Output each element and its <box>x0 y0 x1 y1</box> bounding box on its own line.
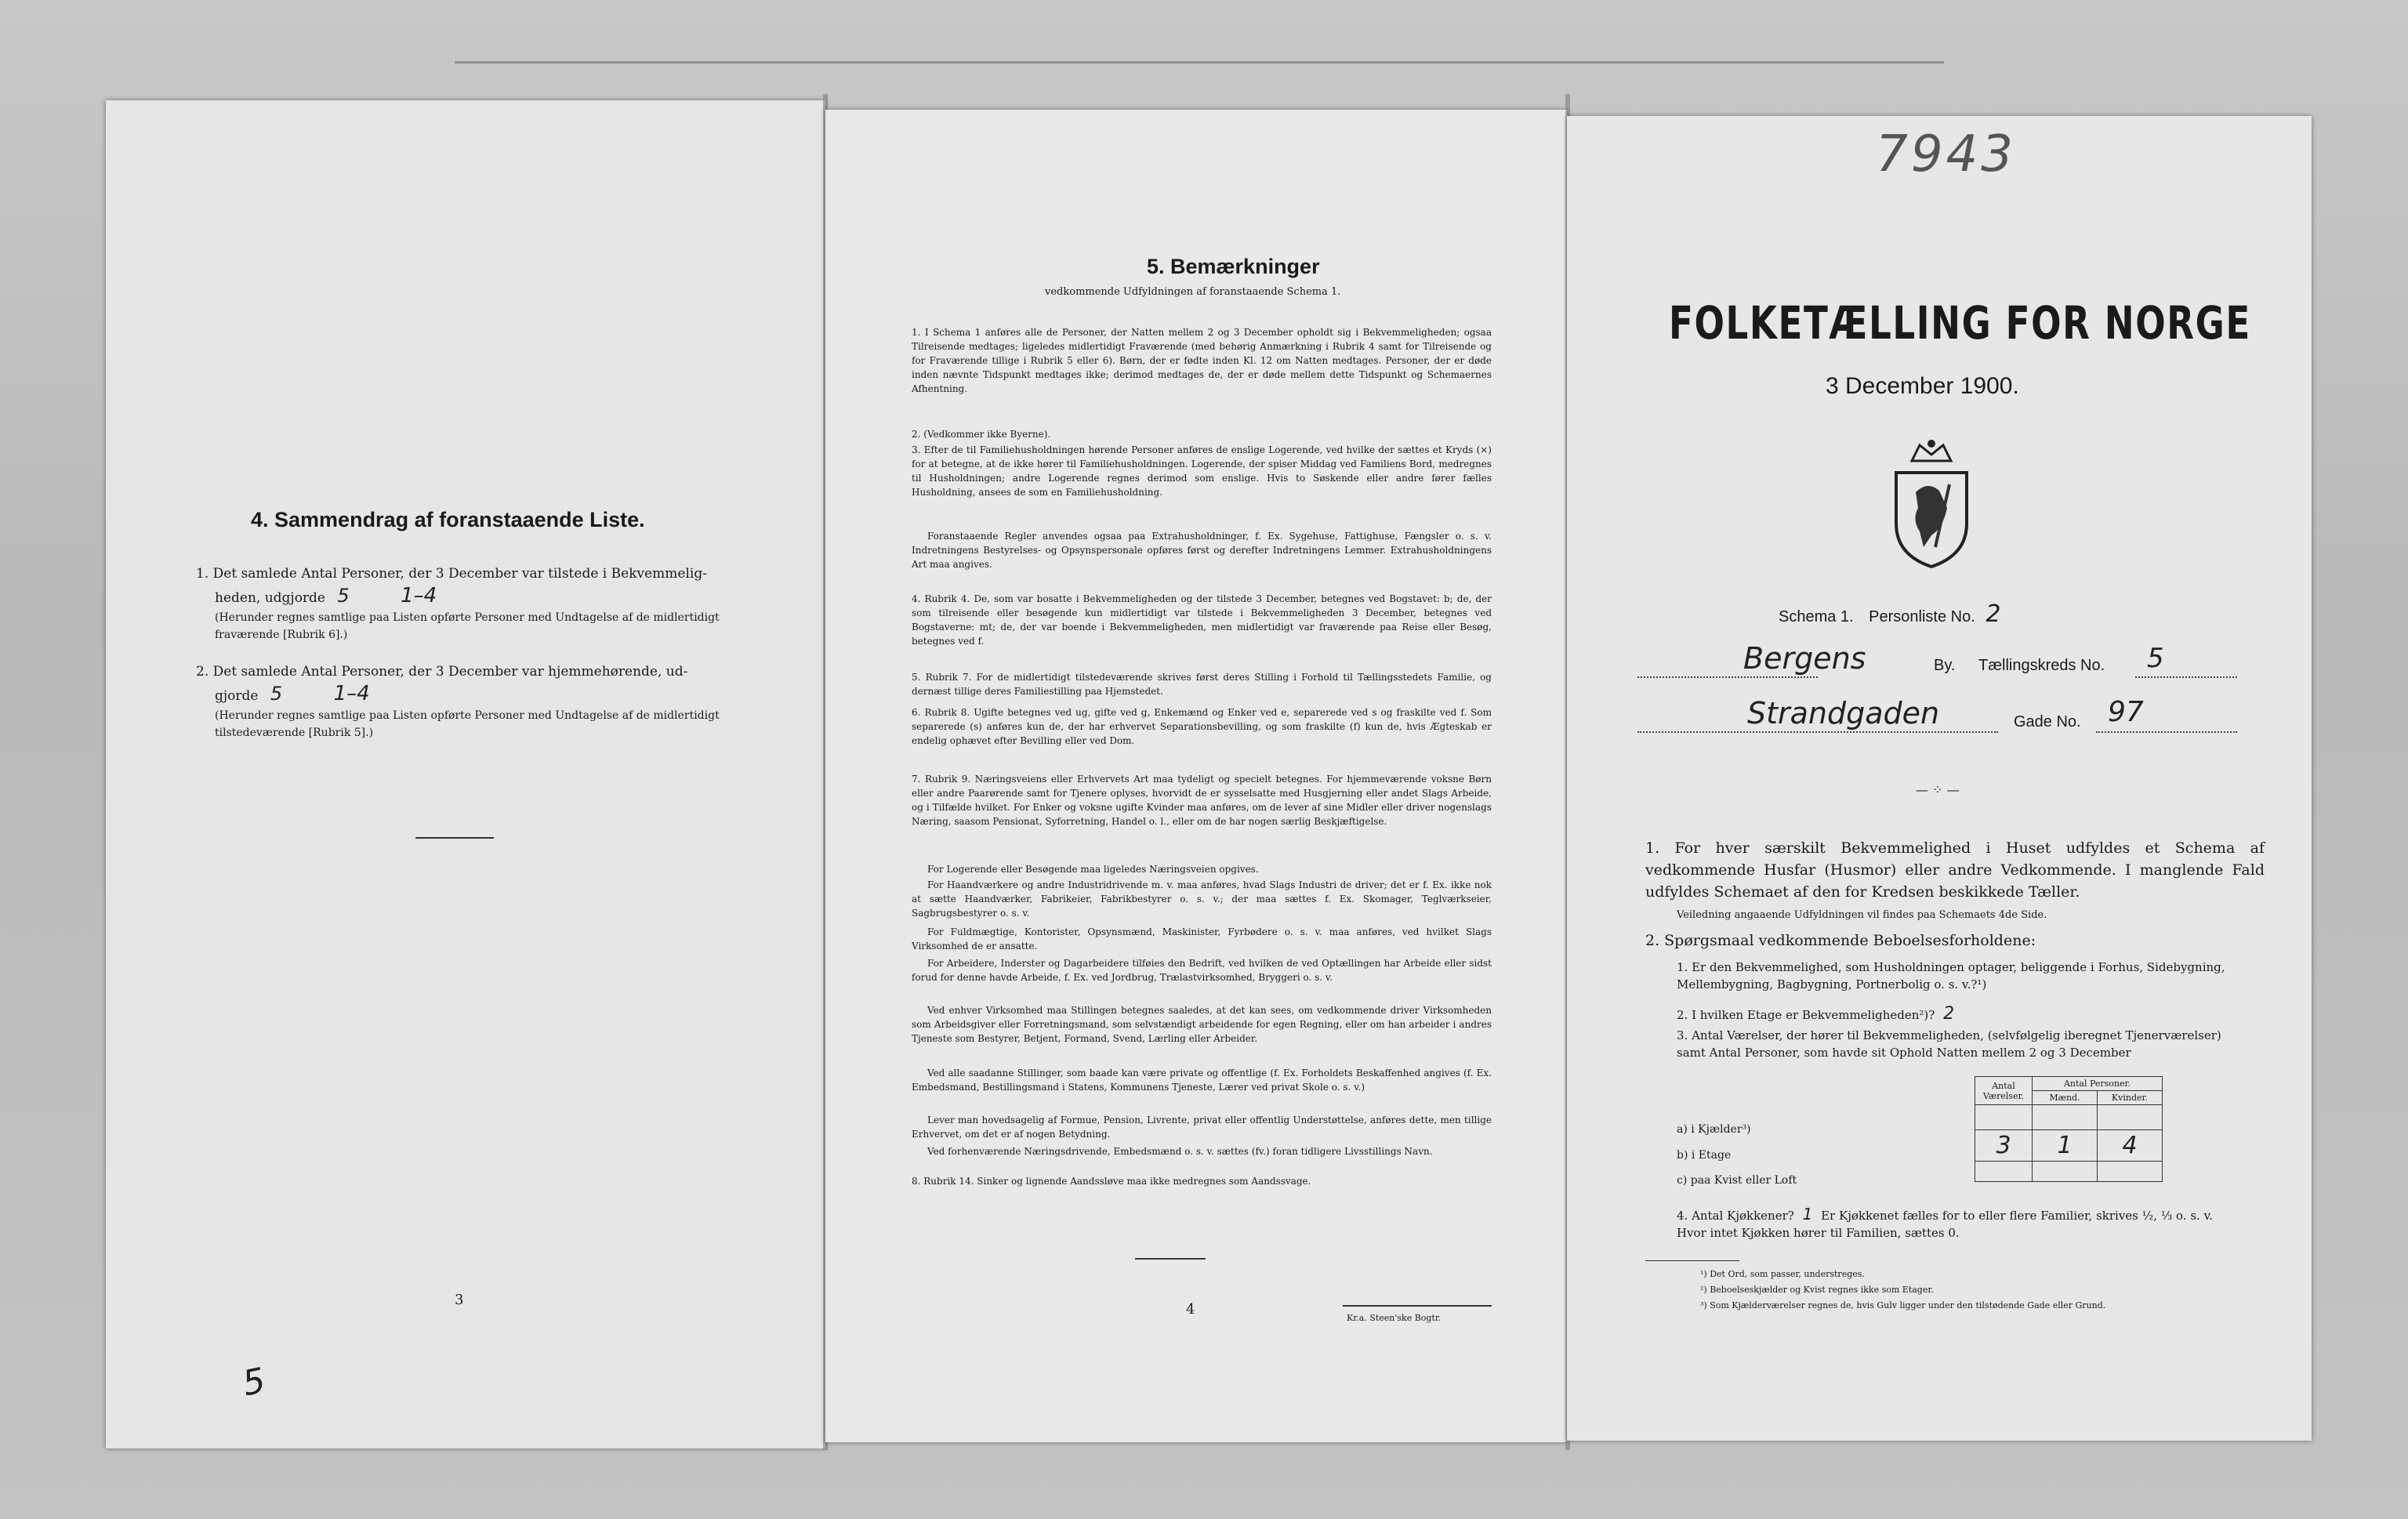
personliste-label: Personliste No. <box>1869 608 1975 625</box>
cell-b-men: 1 <box>2033 1130 2098 1162</box>
summary-item-2-range: 1–4 <box>333 682 370 705</box>
kreds-label: Tællingskreds No. <box>1978 657 2105 674</box>
cell-b-women: 4 <box>2098 1130 2163 1162</box>
footnote-rule <box>1645 1260 1739 1261</box>
printer-imprint: Kr.a. Steen'ske Bogtr. <box>1347 1313 1442 1323</box>
instruction-1-note: Veiledning angaaende Udfyldningen vil findes paa Schemaets 4de Side. <box>1677 909 2047 921</box>
remark-7d: For Fuldmægtige, Kontorister, Opsynsmænd, Maskinister, Fyrbødere o. s. v. maa anføres, ved hvilket Slags Virksomhed de er ansatte. <box>912 926 1492 952</box>
personliste-value: 2 <box>1986 600 2001 628</box>
summary-item-2-note: (Herunder regnes samtlige paa Listen opførte Personer med Undtagelse af de midlertidigt tilstedeværende [Rubrik 5].) <box>215 709 720 739</box>
question-1: 1. Er den Bekvemmelighed, som Husholdningen optager, beliggende i Forhus, Sidebygning, Mellembygning, Bagbygning, Portnerbolig o. s. v.?¹) <box>1677 960 2225 992</box>
summary-item-2-line2 <box>196 683 760 707</box>
remark-2: 2. (Vedkommer ikke Byerne). <box>912 429 1051 440</box>
remark-4: 4. Rubrik 4. De, som var bosatte i Bekvemmeligheden og der tilstede 3 December, betegnes ved Bogstavet: b; de, der som tilreisende eller besøgende kun midlertidigt var tilstede i Bekvemmeligheden 3 December, betegnes ved Bogstaverne: mt; de, der var boende i Bekvemmeligheden, men midlertidigt var fraværende paa Reise eller Besøg, betegnes ved f. <box>912 593 1492 647</box>
summary-item-1-value: 5 <box>337 585 350 607</box>
question-2-text: 2. I hvilken Etage er Bekvemmeligheden²)? <box>1677 1008 1935 1022</box>
remark-7f: Ved enhver Virksomhed maa Stillingen betegnes saaledes, at det kan sees, om vedkommende driver Virksomheden som Arbeidsgiver eller Forretningsmand, som selvstændigt arbeidende for egen Regning, eller om han arbeider i andres Tjeneste som Bestyrer, Betjent, Formand, Svend, Lærling eller Arbeider. <box>912 1005 1492 1044</box>
question-4-text: 4. Antal Kjøkkener? <box>1677 1209 1794 1223</box>
summary-item-1 <box>196 563 760 643</box>
gade-value: 97 <box>2108 696 2144 728</box>
page-number: 3 <box>455 1292 464 1308</box>
printer-rule <box>1343 1305 1492 1307</box>
question-2 <box>1677 1006 1954 1024</box>
question-4-rest: Er Kjøkkenet fælles for to eller flere Familier, skrives ½, ⅓ o. s. v. Hvor intet Kjøkken hører til Familien, sættes 0. <box>1677 1209 2214 1240</box>
footnote-1: ¹) Det Ord, som passer, understreges. <box>1700 1269 1865 1279</box>
header-rooms: Antal Værelser. <box>1975 1077 2033 1105</box>
remark-6: 6. Rubrik 8. Ugifte betegnes ved ug, gifte ved g, Enkemænd og Enker ved e, separerede ved s og fraskilte ved f. Som separerede (s) anføres kun de, der har erhvervet Separationsbevilling, og som fraskilte (f) kun de, hvis Ægteskab er endelig ophævet efter Bevilling eller ved Dom. <box>912 707 1492 746</box>
margin-scribble: 5 <box>239 1360 269 1405</box>
city-dotline <box>1637 676 1818 678</box>
page-3-summary <box>106 100 825 1448</box>
archive-number: 7943 <box>1876 125 2016 183</box>
summary-item-1-note: (Herunder regnes samtlige paa Listen opførte Personer med Undtagelse af de midlertidigt fraværende [Rubrik 6].) <box>215 611 720 641</box>
cell-c-rooms <box>1975 1162 2033 1182</box>
question-4 <box>1677 1205 2241 1242</box>
summary-item-1-line2 <box>196 585 760 609</box>
cell-a-women <box>2098 1105 2163 1130</box>
row-a-label: a) i Kjælder³) <box>1677 1123 1751 1136</box>
summary-item-1-line1: 1. Det samlede Antal Personer, der 3 December var tilstede i Bekvemmelig- <box>196 566 707 582</box>
header-persons: Antal Personer. <box>2033 1077 2163 1091</box>
footnote-2: ²) Beboelseskjælder og Kvist regnes ikke som Etager. <box>1700 1285 1934 1295</box>
kreds-value: 5 <box>2147 643 2164 674</box>
row-c-label: c) paa Kvist eller Loft <box>1677 1174 1797 1187</box>
street-dotline <box>1637 731 1998 733</box>
question-4-value: 1 <box>1802 1205 1813 1224</box>
remark-3b: Foranstaaende Regler anvendes ogsaa paa Extrahusholdninger, f. Ex. Sygehuse, Fattighuse, Fængsler o. s. v. Indretningens Bestyrelses- og Opsynspersonale opføres først og derefter Indretningens Lemmer. Extrahusholdningens Art maa angives. <box>912 531 1492 570</box>
gade-dotline <box>2096 731 2237 733</box>
norway-coat-of-arms-icon <box>1880 437 1982 571</box>
remark-5: 5. Rubrik 7. For de midlertidigt tilstedeværende skrives først deres Stilling i Forhold til Tællingsstedets Familie, og dernæst tillige deres Familiestilling paa Hjemstedet. <box>912 672 1492 697</box>
separator-rule <box>415 837 494 839</box>
remark-3: 3. Efter de til Familiehusholdningen hørende Personer anføres de enslige Logerende, ved hvilke der sættes et Kryds (×) for at betegne, at de ikke hører til Familiehusholdningen. Logerende, der spiser Middag ved Familiens Bord, medregnes til Husholdningen; andre Logerende regnes derimod som enslige. Hvis to Søskende eller andre fører fælles Husholdning, ansees de som en Familiehusholdning. <box>912 444 1492 498</box>
title-page <box>1567 116 2312 1441</box>
summary-item-1-range: 1–4 <box>401 584 437 607</box>
scan-edge-line <box>455 61 1944 63</box>
street-value: Strandgaden <box>1747 696 1940 730</box>
rooms-table <box>1975 1076 2163 1182</box>
page-number: 4 <box>1186 1301 1195 1318</box>
question-3: 3. Antal Værelser, der hører til Bekvemmeligheden, (selvfølgelig iberegnet Tjenerværelser) samt Antal Personer, som havde sit Ophold Natten mellem 2 og 3 December <box>1677 1028 2221 1060</box>
summary-item-2 <box>196 661 760 741</box>
question-2-value: 2 <box>1943 1004 1955 1024</box>
summary-item-2-prefix: gjorde <box>215 688 259 704</box>
summary-item-2-line1: 2. Det samlede Antal Personer, der 3 December var hjemmehørende, ud- <box>196 664 688 680</box>
summary-title: 4. Sammendrag af foranstaaende Liste. <box>251 508 645 531</box>
instruction-2: 2. Spørgsmaal vedkommende Beboelsesforholdene: <box>1645 932 2036 949</box>
remarks-heading: 5. Bemærkninger <box>1147 255 1320 278</box>
footnote-3: ³) Som Kjælderværelser regnes de, hvis Gulv ligger under den tilstødende Gade eller Grund. <box>1700 1300 2106 1311</box>
remark-7h: Lever man hovedsagelig af Formue, Pension, Livrente, privat eller offentlig Understøttelse, anføres dette, men tillige Erhvervet, om det er af nogen Betydning. <box>912 1115 1492 1140</box>
kreds-dotline <box>2135 676 2237 678</box>
city-value: Bergens <box>1743 641 1866 676</box>
remark-7i: Ved forhenværende Næringsdrivende, Embedsmænd o. s. v. sættes (fv.) foran tidligere Livsstillings Navn. <box>927 1146 1433 1157</box>
remark-7: 7. Rubrik 9. Næringsveiens eller Erhvervets Art maa tydeligt og specielt betegnes. For hjemmeværende voksne Børn eller andre Paarørende samt for Tjenere oplyses, hvorvidt de er sysselsatte med Husgjerning eller andet Slags Arbeide, og i Tilfælde hvilket. For Enker og voksne ugifte Kvinder maa anføres, om de lever af sine Midler eller driver nogenslags Næring, saasom Pensionat, Syforretning, Handel o. l., eller om de har nogen særlig Beskjæftigelse. <box>912 774 1492 827</box>
remark-7b: For Logerende eller Besøgende maa ligeledes Næringsveien opgives. <box>927 864 1259 875</box>
header-women: Kvinder. <box>2098 1091 2163 1105</box>
page-4-remarks <box>825 110 1567 1442</box>
census-title: FOLKETÆLLING FOR NORGE <box>1669 296 2251 350</box>
separator-rule <box>1135 1258 1206 1260</box>
remark-7c: For Haandværkere og andre Industridrivende m. v. maa anføres, hvad Slags Industri de driver; det er f. Ex. ikke nok at sætte Haandværker, Fabrikeier, Fabrikbestyrer o. s. v.; der maa sættes f. Ex. Skomager, Teglværkseier, Sagbrugsbestyrer o. s. v. <box>912 879 1492 919</box>
by-label: By. <box>1934 657 1956 674</box>
cell-c-men <box>2033 1162 2098 1182</box>
cell-b-rooms: 3 <box>1975 1130 2033 1162</box>
header-men: Mænd. <box>2033 1091 2098 1105</box>
summary-item-1-prefix: heden, udgjorde <box>215 590 325 606</box>
remark-8: 8. Rubrik 14. Sinker og lignende Aandssløve maa ikke medregnes som Aandssvage. <box>912 1176 1311 1187</box>
cell-a-men <box>2033 1105 2098 1130</box>
gade-label: Gade No. <box>2014 713 2081 730</box>
schema-text: Schema 1. <box>1779 608 1854 625</box>
cell-a-rooms <box>1975 1105 2033 1130</box>
remark-7g: Ved alle saadanne Stillinger, som baade kan være private og offentlige (f. Ex. Forholdets Beskaffenhed angives (f. Ex. Embedsmand, Bestillingsmand i Statens, Kommunens Tjeneste, Lærer ved privat Skole o. s. v.) <box>912 1068 1492 1093</box>
census-date: 3 December 1900. <box>1826 373 2019 399</box>
remark-1: 1. I Schema 1 anføres alle de Personer, der Natten mellem 2 og 3 December opholdt sig i Bekvemmeligheden; ogsaa Tilreisende medtages; ligeledes midlertidigt Fraværende (med behørig Anmærkning i Rubrik 4 samt for Tilreisende og for Fraværende tillige i Rubrik 5 eller 6). Børn, der er fødte inden Kl. 12 om Natten medtages. Personer, der er døde inden nævnte Tidspunkt medtages ikke; derimod medtages de, der er døde mellem dette Tidspunkt og Schemaernes Afhentning. <box>912 327 1492 394</box>
remarks-subheading: vedkommende Udfyldningen af foranstaaende Schema 1. <box>1045 286 1341 298</box>
remark-7e: For Arbeidere, Inderster og Dagarbeidere tilføies den Bedrift, ved hvilken de ved Optællingen har Arbeide eller sidst forud for denne havde Arbeide, f. Ex. ved Jordbrug, Trælastvirksomhed, Bryggeri o. s. v. <box>912 958 1492 983</box>
ornament-divider: — ⁘ — <box>1916 782 1960 797</box>
row-b-label: b) i Etage <box>1677 1149 1732 1162</box>
instruction-1: 1. For hver særskilt Bekvemmelighed i Huset udfyldes et Schema af vedkommende Husfar (Husmor) eller andre Vedkommende. I manglende Fald udfyldes Schemaet af den for Kredsen beskikkede Tæller. <box>1645 839 2265 901</box>
cell-c-women <box>2098 1162 2163 1182</box>
summary-item-2-value: 5 <box>270 683 283 705</box>
schema-label <box>1779 600 2000 628</box>
